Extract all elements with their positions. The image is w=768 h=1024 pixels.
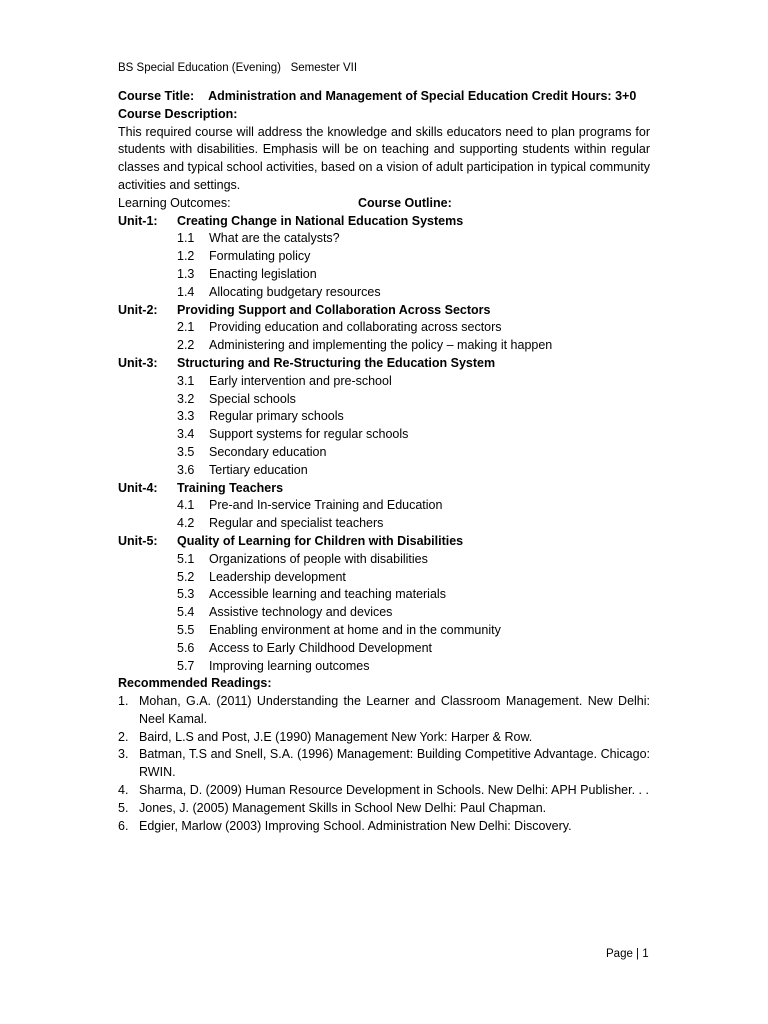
subtopic-text: Enacting legislation [209, 266, 317, 281]
subtopic-number: 5.1 [177, 551, 195, 566]
subtopic-number: 3.3 [177, 409, 195, 424]
subtopic-text: Formulating policy [209, 249, 311, 264]
subtopic-number: 4.2 [177, 516, 195, 531]
unit-subtopic [118, 444, 650, 462]
unit-title: Providing Support and Collaboration Across Sectors [177, 302, 491, 317]
unit-title: Quality of Learning for Children with Disabilities [177, 533, 464, 548]
reading-item [118, 800, 650, 818]
subtopic-number: 1.1 [177, 231, 195, 246]
course-description-label: Course Description: [118, 106, 238, 121]
unit-label: Unit-1: [118, 213, 158, 228]
reading-number: 6. [118, 818, 129, 833]
reading-text: Sharma, D. (2009) Human Resource Development in Schools. New Delhi: APH Publisher. . . [139, 783, 649, 798]
subtopic-text: Accessible learning and teaching materials [209, 587, 446, 602]
subtopic-text: Secondary education [209, 444, 327, 459]
reading-text: Mohan, G.A. (2011) Understanding the Learner and Classroom Management. New Delhi: Neel Kamal. [139, 694, 650, 726]
unit-subtopic [118, 551, 650, 569]
subtopic-text: Enabling environment at home and in the community [209, 622, 501, 637]
subtopic-text: Early intervention and pre-school [209, 373, 392, 388]
subtopic-text: Regular and specialist teachers [209, 516, 384, 531]
unit-subtopic [118, 586, 650, 604]
unit-subtopic [118, 319, 650, 337]
unit-subtopic [118, 515, 650, 533]
reading-number: 1. [118, 694, 129, 709]
unit-subtopic [118, 604, 650, 622]
subtopic-number: 5.2 [177, 569, 195, 584]
reading-text: Edgier, Marlow (2003) Improving School. Administration New Delhi: Discovery. [139, 818, 572, 833]
unit-subtopic [118, 266, 650, 284]
unit-subtopic [118, 373, 650, 391]
subtopic-number: 3.5 [177, 444, 195, 459]
reading-item [118, 746, 650, 782]
unit-subtopic [118, 569, 650, 587]
recommended-readings-label: Recommended Readings: [118, 676, 272, 691]
unit-subtopic [118, 640, 650, 658]
subtopic-number: 2.2 [177, 338, 195, 353]
unit-heading [118, 302, 650, 320]
subtopic-number: 1.3 [177, 266, 195, 281]
subtopic-text: Access to Early Childhood Development [209, 640, 433, 655]
unit-title: Training Teachers [177, 480, 284, 495]
course-outline-label: Course Outline: [358, 195, 452, 210]
reading-item [118, 729, 650, 747]
unit-title: Creating Change in National Education Systems [177, 213, 464, 228]
course-title: Administration and Management of Special Education Credit Hours: 3+0 [208, 89, 637, 103]
learning-outcomes-label: Learning Outcomes: [118, 195, 231, 210]
unit-subtopic [118, 426, 650, 444]
subtopic-text: Leadership development [209, 569, 346, 584]
unit-heading [118, 213, 650, 231]
outcomes-outline-row [118, 195, 650, 213]
reading-number: 2. [118, 729, 129, 744]
subtopic-text: Support systems for regular schools [209, 427, 409, 442]
subtopic-number: 3.1 [177, 373, 195, 388]
reading-number: 4. [118, 783, 129, 798]
unit-subtopic [118, 622, 650, 640]
units-list [118, 213, 650, 676]
reading-text: Jones, J. (2005) Management Skills in School New Delhi: Paul Chapman. [139, 800, 547, 815]
unit-subtopic [118, 462, 650, 480]
reading-number: 5. [118, 800, 129, 815]
course-title-label: Course Title: [118, 89, 195, 103]
subtopic-text: Allocating budgetary resources [209, 284, 381, 299]
page-number-footer: Page | 1 [606, 948, 649, 960]
subtopic-number: 5.4 [177, 605, 195, 620]
document-header: BS Special Education (Evening) Semester VII [118, 62, 358, 74]
subtopic-number: 5.5 [177, 622, 195, 637]
reading-item [118, 782, 650, 800]
unit-subtopic [118, 230, 650, 248]
unit-subtopic [118, 391, 650, 409]
subtopic-text: Organizations of people with disabilities [209, 551, 428, 566]
unit-title: Structuring and Re-Structuring the Education System [177, 355, 496, 370]
course-description: This required course will address the knowledge and skills educators need to plan programs for students with disabilities. Emphasis will be on teaching and supporting students within regular classes and typical school activities, based on a vision of adult participation in typical community activities and settings. [118, 124, 650, 192]
subtopic-number: 3.6 [177, 462, 195, 477]
reading-text: Baird, L.S and Post, J.E (1990) Management New York: Harper & Row. [139, 729, 533, 744]
subtopic-text: Tertiary education [209, 462, 308, 477]
subtopic-text: Special schools [209, 391, 296, 406]
unit-subtopic [118, 497, 650, 515]
unit-subtopic [118, 658, 650, 676]
subtopic-text: Regular primary schools [209, 409, 344, 424]
reading-text: Batman, T.S and Snell, S.A. (1996) Management: Building Competitive Advantage. Chicago: RWIN. [139, 747, 650, 780]
unit-label: Unit-2: [118, 302, 158, 317]
subtopic-text: Assistive technology and devices [209, 605, 393, 620]
unit-heading [118, 533, 650, 551]
subtopic-text: Providing education and collaborating across sectors [209, 320, 502, 335]
subtopic-number: 4.1 [177, 498, 195, 513]
subtopic-text: What are the catalysts? [209, 231, 340, 246]
subtopic-text: Improving learning outcomes [209, 658, 370, 673]
unit-heading [118, 480, 650, 498]
reading-item [118, 818, 650, 836]
subtopic-number: 3.2 [177, 391, 195, 406]
unit-label: Unit-5: [118, 533, 158, 548]
subtopic-text: Administering and implementing the policy – making it happen [209, 338, 553, 353]
unit-subtopic [118, 248, 650, 266]
course-title-line [118, 88, 650, 106]
unit-subtopic [118, 408, 650, 426]
unit-label: Unit-3: [118, 355, 158, 370]
unit-heading [118, 355, 650, 373]
unit-subtopic [118, 337, 650, 355]
reading-item [118, 693, 650, 729]
reading-number: 3. [118, 747, 129, 762]
subtopic-number: 1.4 [177, 284, 195, 299]
subtopic-number: 3.4 [177, 427, 195, 442]
subtopic-number: 1.2 [177, 249, 195, 264]
readings-list [118, 693, 650, 835]
unit-subtopic [118, 284, 650, 302]
subtopic-number: 5.6 [177, 640, 195, 655]
subtopic-number: 5.7 [177, 658, 195, 673]
subtopic-text: Pre-and In-service Training and Education [209, 498, 443, 513]
document-body [118, 88, 650, 835]
subtopic-number: 2.1 [177, 320, 195, 335]
subtopic-number: 5.3 [177, 587, 195, 602]
unit-label: Unit-4: [118, 480, 158, 495]
